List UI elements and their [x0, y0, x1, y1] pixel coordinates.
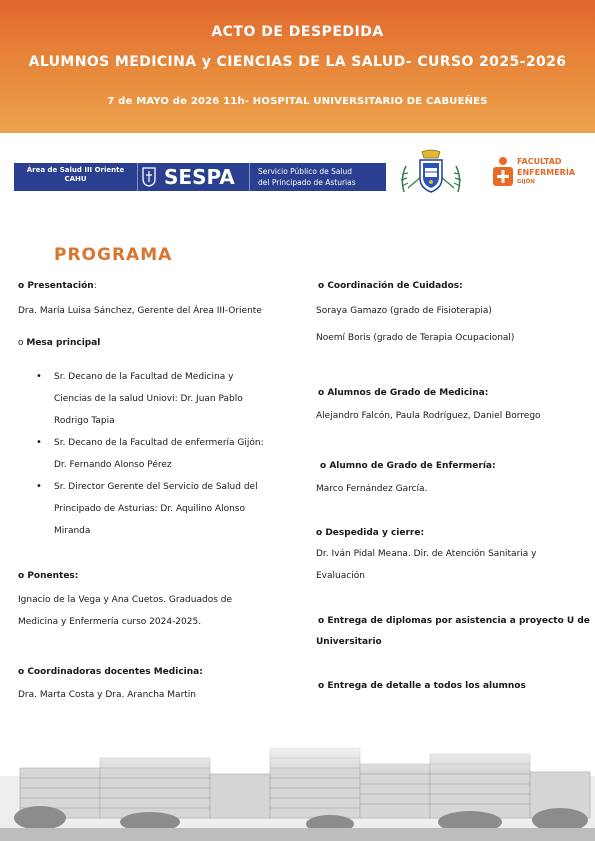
enfermeria-line2: ENFERMERÍA — [517, 168, 576, 177]
diplomas-heading-line2: Universitario — [316, 637, 382, 647]
presentacion-heading-text: o Presentación — [18, 281, 94, 291]
ponentes-text-line1: Ignacio de la Vega y Ana Cuetos. Graduados de — [18, 595, 233, 605]
bullet1-line2: Ciencias de la salud Uniovi: Dr. Juan Pablo — [54, 394, 243, 404]
facultad-enfermeria-logo — [493, 154, 583, 190]
list-item — [18, 366, 298, 432]
list-item — [18, 432, 298, 476]
header-banner — [0, 0, 595, 133]
university-crest-icon — [398, 148, 464, 196]
sespa-service-line2: del Principado de Asturias — [258, 178, 356, 187]
enfermeria-plus-icon — [493, 156, 513, 186]
medicina-text: Alejandro Falcón, Paula Rodríguez, Daniel Borrego — [316, 411, 541, 421]
bullet2-line1: • Sr. Decano de la Facultad de enfermería Gijón: — [54, 438, 264, 448]
coordinadoras-heading: o Coordinadoras docentes Medicina: — [18, 667, 203, 677]
event-subtitle: ALUMNOS MEDICINA y CIENCIAS DE LA SALUD- CURSO 2025-2026 — [28, 54, 567, 70]
sespa-area-line2: CAHU — [64, 175, 87, 183]
programa-title: PROGRAMA — [54, 245, 173, 265]
bullet1-line1: • Sr. Decano de la Facultad de Medicina y — [54, 372, 234, 382]
mesa-principal-heading — [18, 338, 100, 349]
presentacion-heading — [18, 281, 97, 292]
medicina-heading: o Alumnos de Grado de Medicina: — [318, 388, 489, 398]
bullet3-line1: • Sr. Director Gerente del Servicio de Salud del — [54, 482, 258, 492]
cuidados-text-line2: Noemí Boris (grado de Terapia Ocupacional) — [316, 333, 515, 343]
despedida-text-line1: Dr. Iván Pidal Meana. Dir. de Atención Sanitaria y — [316, 549, 537, 559]
bullet3-line3: Miranda — [54, 526, 91, 536]
presentacion-text: Dra. María Luisa Sánchez, Gerente del Área III-Oriente — [18, 306, 262, 316]
asturias-shield-icon — [138, 163, 160, 191]
coordinadoras-text: Dra. Marta Costa y Dra. Arancha Martin — [18, 690, 197, 700]
event-date-location: 7 de MAYO de 2026 11h- HOSPITAL UNIVERSITARIO DE CABUEÑES — [107, 96, 488, 107]
event-title: ACTO DE DESPEDIDA — [211, 24, 384, 40]
list-item — [18, 476, 298, 542]
hospital-sketch-image — [0, 736, 595, 841]
sespa-area-label — [14, 163, 138, 191]
diplomas-heading-line1: o Entrega de diplomas por asistencia a proyecto U de — [318, 616, 590, 626]
ponentes-heading: o Ponentes: — [18, 571, 79, 581]
cuidados-text-line1: Soraya Gamazo (grado de Fisioterapia) — [316, 306, 492, 316]
despedida-text-line2: Evaluación — [316, 571, 365, 581]
ponentes-text-line2: Medicina y Enfermería curso 2024-2025. — [18, 617, 202, 627]
bullet1-line3: Rodrigo Tapia — [54, 416, 115, 426]
mesa-heading-text: Mesa principal — [26, 338, 101, 348]
detalle-heading: o Entrega de detalle a todos los alumnos — [318, 681, 526, 691]
sespa-service-label — [250, 163, 356, 191]
sespa-service-line1: Servicio Público de Salud — [258, 167, 353, 176]
enfermeria-text: Marco Fernández García. — [316, 484, 428, 494]
bullet2-line2: Dr. Fernando Alonso Pérez — [54, 460, 172, 470]
mesa-prefix: o — [18, 338, 27, 348]
sespa-logo — [14, 163, 386, 191]
enfermeria-heading: o Alumno de Grado de Enfermería: — [320, 461, 496, 471]
presentacion-colon: : — [93, 281, 97, 291]
cuidados-heading: o Coordinación de Cuidados: — [318, 281, 463, 291]
sespa-area-line1: Área de Salud III Oriente — [26, 166, 125, 174]
enfermeria-line1: FACULTAD — [517, 157, 562, 166]
mesa-principal-list — [18, 366, 298, 542]
bullet3-line2: Principado de Asturias: Dr. Aquilino Alonso — [54, 504, 245, 514]
sespa-name: SESPA — [160, 163, 250, 191]
despedida-heading: o Despedida y cierre: — [316, 528, 425, 538]
enfermeria-line3: GIJÓN — [517, 179, 535, 185]
